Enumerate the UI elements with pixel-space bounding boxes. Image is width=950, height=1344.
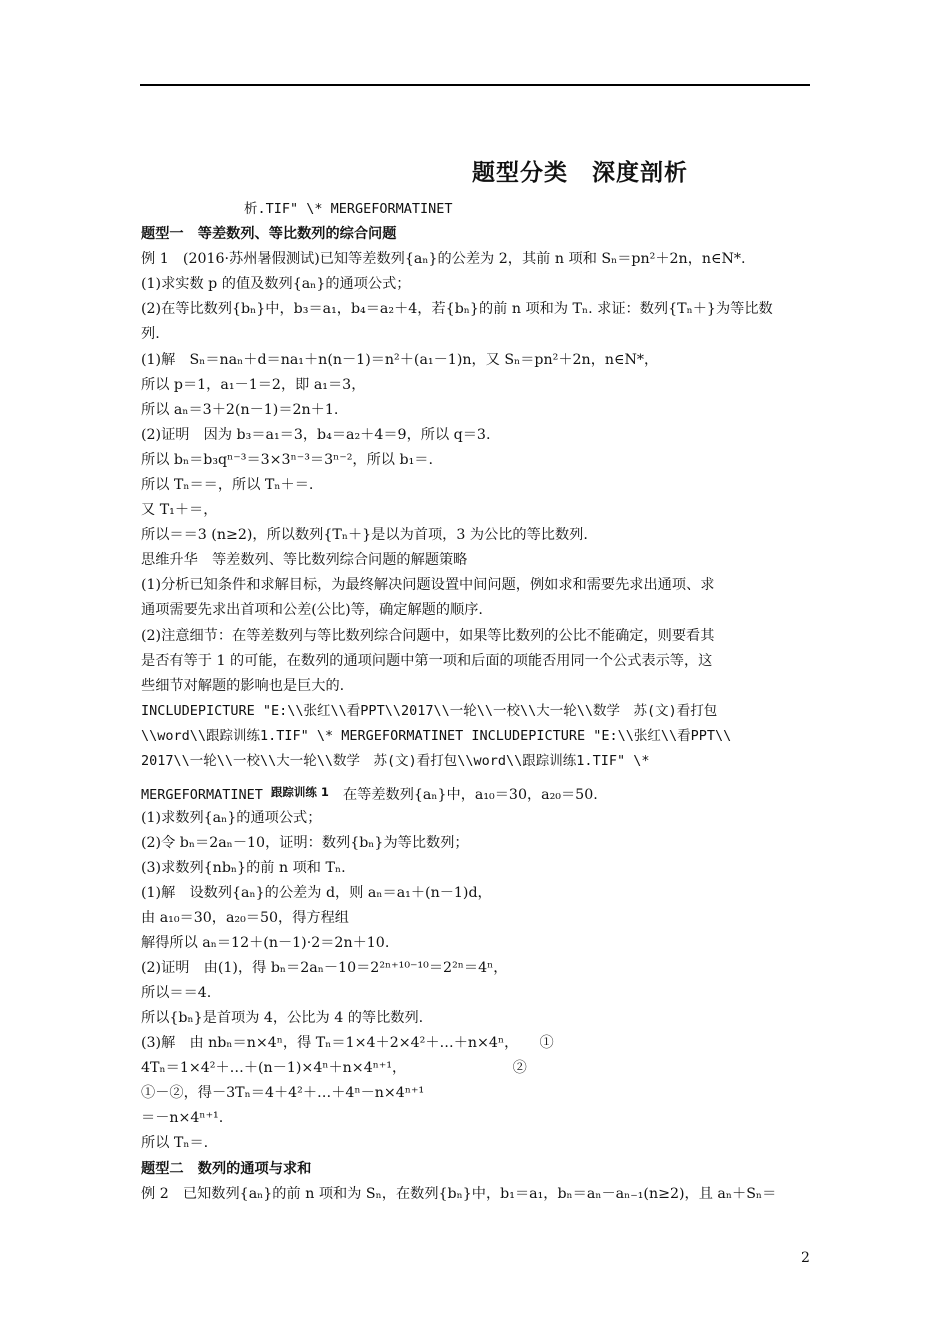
practice-q3: (3)求数列{nbₙ}的前 n 项和 Tₙ.	[141, 860, 346, 876]
practice-sum-line: 所以 Tₙ＝.	[141, 1135, 209, 1151]
include-field-text: \\word\\跟踪训练1.TIF" \* MERGEFORMATINET INCLUDEPICTURE "E:\\张红\\看PPT\\	[141, 728, 732, 744]
merge-field-tail: MERGEFORMATINET	[141, 787, 263, 803]
summary-line: 通项需要先求出首项和公差(公比)等，确定解题的顺序.	[141, 602, 483, 618]
practice-q1: (1)求数列{aₙ}的通项公式；	[141, 810, 322, 826]
practice-line	[141, 782, 813, 805]
example1-line: 例 1 (2016·苏州暑假测试)已知等差数列{aₙ}的公差为 2，其前 n 项和 Sₙ＝pn²＋2n，n∈N*.	[141, 251, 746, 267]
proof-line: 所以 bₙ＝b₃qⁿ⁻³＝3×3ⁿ⁻³＝3ⁿ⁻²，所以 b₁＝.	[141, 452, 433, 468]
practice-proof-line: 所以{bₙ}是首项为 4，公比为 4 的等比数列.	[141, 1010, 424, 1026]
example1-q2-cont: 列.	[141, 326, 160, 342]
proof-line: 所以＝＝3 (n≥2)，所以数列{Tₙ＋}是以为首项，3 为公比的等比数列.	[141, 527, 588, 543]
practice-badge: 跟踪训练 1	[270, 785, 329, 799]
page-number: 2	[801, 1250, 810, 1266]
proof-line: 又 T₁＋＝，	[141, 502, 218, 518]
include-field-text: INCLUDEPICTURE "E:\\张红\\看PPT\\2017\\一轮\\一校\\大一轮\\数学 苏(文)看打包	[141, 703, 718, 719]
summary-line: 是否有等于 1 的可能，在数列的通项问题中第一项和后面的项能否用同一个公式表示等，这	[141, 653, 713, 669]
example2-line: 例 2 已知数列{aₙ}的前 n 项和为 Sₙ，在数列{bₙ}中，b₁＝a₁，bₙ＝aₙ－aₙ₋₁(n≥2)，且 aₙ＋Sₙ＝	[141, 1186, 777, 1202]
practice-solution-line: 解得所以 aₙ＝12＋(n－1)·2＝2n＋10.	[141, 935, 390, 951]
practice-solution-line: (1)解 设数列{aₙ}的公差为 d，则 aₙ＝a₁＋(n－1)d，	[141, 885, 492, 901]
solution-line: 所以 p＝1，a₁－1＝2，即 a₁＝3，	[141, 377, 366, 393]
merge-field-text: 析.TIF" \* MERGEFORMATINET	[244, 201, 453, 217]
page-title: 题型分类 深度剖析	[472, 160, 688, 186]
include-field-text: 2017\\一轮\\一校\\大一轮\\数学 苏(文)看打包\\word\\跟踪训练1.TIF" \*	[141, 753, 650, 769]
solution-line: (1)解 Sₙ＝naₙ＋d＝na₁＋n(n－1)＝n²＋(a₁－1)n，又 Sₙ＝pn²＋2n，n∈N*，	[141, 352, 659, 368]
proof-line: (2)证明 因为 b₃＝a₁＝3，b₄＝a₂＋4＝9，所以 q＝3.	[141, 427, 491, 443]
section-heading-type2: 题型二 数列的通项与求和	[141, 1161, 312, 1177]
summary-line: (1)分析已知条件和求解目标，为最终解决问题设置中间问题，例如求和需要先求出通项、求	[141, 577, 715, 593]
header-rule	[140, 84, 810, 86]
practice-solution-line: 由 a₁₀＝30，a₂₀＝50，得方程组	[141, 910, 349, 926]
practice-sum-line: ＝－n×4ⁿ⁺¹.	[141, 1110, 224, 1126]
proof-line: 所以 Tₙ＝＝，所以 Tₙ＋＝.	[141, 477, 314, 493]
example1-q1: (1)求实数 p 的值及数列{aₙ}的通项公式；	[141, 276, 411, 292]
practice-sum-line: 4Tₙ＝1×4²＋…＋(n－1)×4ⁿ＋n×4ⁿ⁺¹， ②	[141, 1060, 527, 1076]
example1-q2: (2)在等比数列{bₙ}中，b₃＝a₁，b₄＝a₂＋4，若{bₙ}的前 n 项和为 Tₙ. 求证：数列{Tₙ＋}为等比数	[141, 301, 773, 317]
solution-line: 所以 aₙ＝3＋2(n－1)＝2n＋1.	[141, 402, 339, 418]
section-heading-type1: 题型一 等差数列、等比数列的综合问题	[141, 226, 397, 242]
summary-line: 些细节对解题的影响也是巨大的.	[141, 678, 345, 694]
practice-sum-line: ①－②，得－3Tₙ＝4＋4²＋…＋4ⁿ－n×4ⁿ⁺¹	[141, 1085, 425, 1101]
practice-q2: (2)令 bₙ＝2aₙ－10，证明：数列{bₙ}为等比数列；	[141, 835, 469, 851]
practice-text: 在等差数列{aₙ}中，a₁₀＝30，a₂₀＝50.	[342, 787, 598, 803]
summary-heading: 思维升华 等差数列、等比数列综合问题的解题策略	[141, 552, 468, 568]
practice-sum-line: (3)解 由 nbₙ＝n×4ⁿ，得 Tₙ＝1×4＋2×4²＋…＋n×4ⁿ， ①	[141, 1035, 554, 1051]
practice-proof-line: (2)证明 由(1)，得 bₙ＝2aₙ－10＝2²ⁿ⁺¹⁰⁻¹⁰＝2²ⁿ＝4ⁿ，	[141, 960, 508, 976]
practice-proof-line: 所以＝＝4.	[141, 985, 212, 1001]
summary-line: (2)注意细节：在等差数列与等比数列综合问题中，如果等比数列的公比不能确定，则要看其	[141, 628, 715, 644]
